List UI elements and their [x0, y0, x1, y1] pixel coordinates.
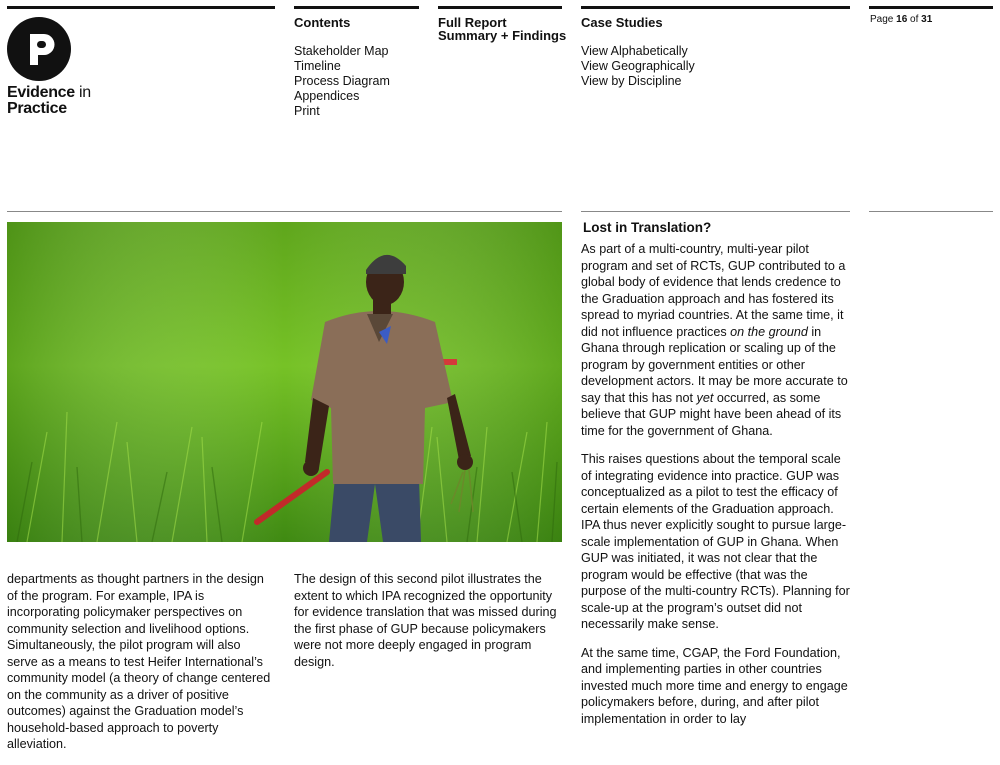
column3-p1-part1: As part of a multi-country, multi-year pilot program and set of RCTs, GUP contributed to a global body of evidence that lends credence to the Graduation approach and has fostered its spread to myriad countries. At the same time, it did not influence practices [581, 242, 846, 339]
column3-p1-part3: occurred, as some believe that GUP might have been ahead of its time for the government of Ghana. [581, 390, 842, 438]
top-rule-case-studies [581, 6, 850, 9]
divider-left [7, 211, 562, 212]
case-studies-list [581, 44, 695, 89]
body-column-1 [7, 571, 273, 765]
full-report-link[interactable] [438, 16, 566, 42]
column3-p1-part2: in Ghana through replication or scaling up of the program by government entities or other development actors. It may be more accurate to say that this has not [581, 324, 848, 405]
page-of: of [910, 14, 919, 25]
divider-right [581, 211, 850, 212]
photo-illustration [7, 222, 562, 542]
column3-paragraph-1 [581, 241, 853, 439]
top-rule-report [438, 6, 562, 9]
nav-item-print[interactable]: Print [294, 104, 320, 118]
divider-page [869, 211, 993, 212]
column2-paragraph: The design of this second pilot illustrates the extent to which IPA recognized the opportunity for evidence translation that was missed during the first phase of GUP because policymakers were not more deeply engaged in program design. [294, 572, 557, 669]
column3-paragraph-3: At the same time, CGAP, the Ford Foundation, and implementing parties in other countries invested much more time and energy to engage policymakers before, during, and after pilot implementation in order to lay [581, 645, 848, 726]
brand-word-practice: Practice [7, 100, 67, 117]
nav-item-view-geographically[interactable]: View Geographically [581, 59, 695, 73]
brand-title[interactable] [7, 85, 91, 117]
p-logo-glyph-icon [7, 17, 71, 81]
contents-heading[interactable]: Contents [294, 15, 351, 30]
body-column-3 [581, 241, 853, 739]
p-logo-icon[interactable] [7, 17, 71, 81]
summary-findings-label: Summary + Findings [438, 28, 567, 43]
page-indicator [870, 14, 932, 25]
brand-word-in: in [79, 84, 91, 101]
top-rule-page [869, 6, 993, 9]
full-report-label: Full Report [438, 15, 507, 30]
nav-item-timeline[interactable]: Timeline [294, 59, 341, 73]
column1-paragraph: departments as thought partners in the design of the program. For example, IPA is incorporating policymaker perspectives on community selection and livelihood options. Simultaneously, the pilot program will also serve as a means to test Heifer International’s community model (a theory of change centered on the community as a driver of positive outcomes) against the Graduation model’s household-based approach to poverty alleviation. [7, 572, 271, 751]
page-current: 16 [896, 14, 908, 25]
page-total: 31 [921, 14, 933, 25]
contents-list [294, 44, 390, 119]
brand-word-evidence: Evidence [7, 84, 75, 101]
nav-item-stakeholder-map[interactable]: Stakeholder Map [294, 44, 389, 58]
nav-item-process-diagram[interactable]: Process Diagram [294, 74, 390, 88]
nav-item-view-by-discipline[interactable]: View by Discipline [581, 74, 682, 88]
body-column-2 [294, 571, 562, 682]
section-title-lost-in-translation: Lost in Translation? [583, 220, 712, 235]
column3-paragraph-2: This raises questions about the temporal scale of integrating evidence into practice. GUP was conceptualized as a pilot to test the efficacy of certain elements of the Graduation approach. IPA thus never explicitly sought to pursue large-scale implementation of GUP in Ghana. When GUP was initiated, it was not clear that the program would be effective (that was the purpose of the multi-country RCTs). Planning for scale-up at the program’s outset did not necessarily make sense. [581, 452, 850, 631]
top-rule-contents [294, 6, 419, 9]
column3-p1-emphasis-yet: yet [696, 390, 714, 405]
nav-item-view-alphabetically[interactable]: View Alphabetically [581, 44, 688, 58]
farmer-in-rice-field-photo [7, 222, 562, 542]
nav-item-appendices[interactable]: Appendices [294, 89, 360, 103]
case-studies-heading[interactable]: Case Studies [581, 15, 663, 30]
top-rule-brand [7, 6, 275, 9]
page-label: Page [870, 14, 894, 25]
column3-p1-emphasis-ground: on the ground [730, 324, 808, 339]
